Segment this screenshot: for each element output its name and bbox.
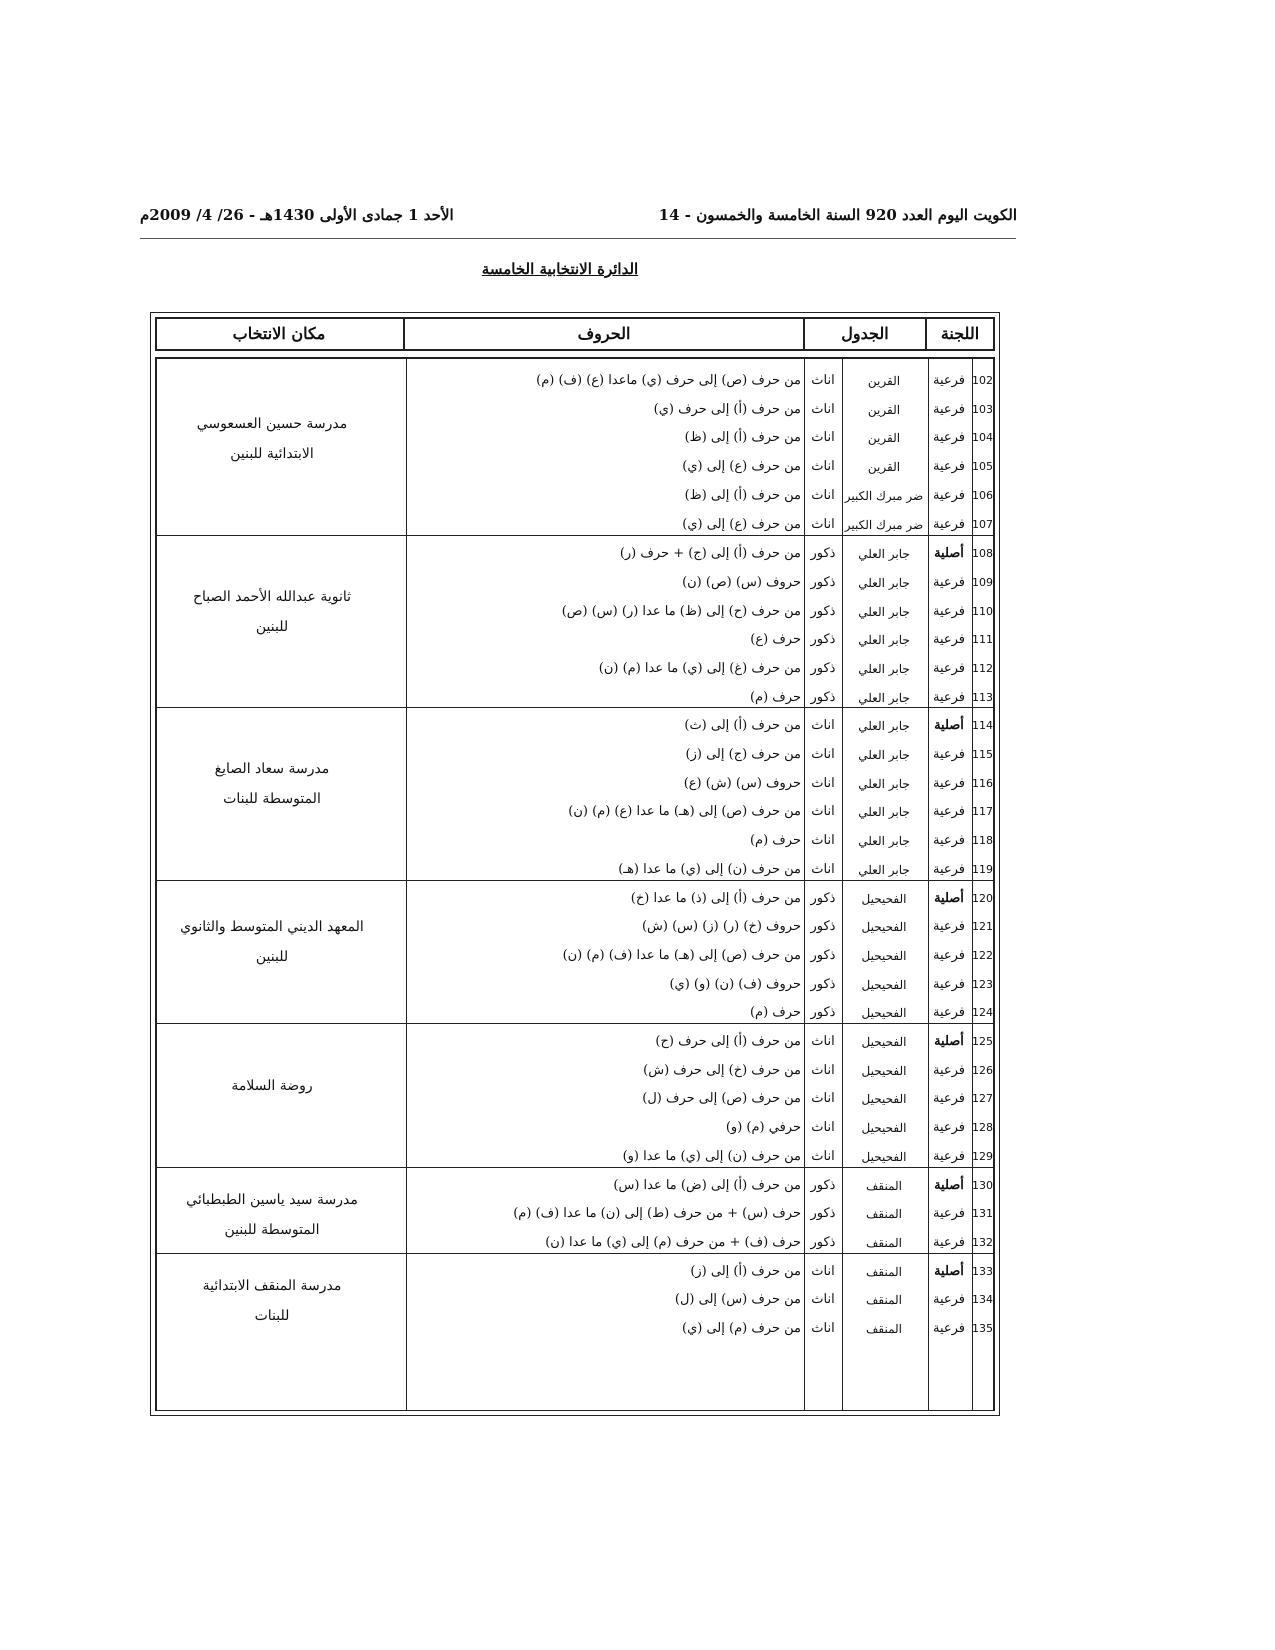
committee-number: 110 (972, 604, 993, 618)
polling-place-line: للبنين (255, 949, 289, 966)
polling-place-line: مدرسة سيد ياسين الطبطبائي (186, 1191, 358, 1208)
table-row (157, 827, 993, 855)
letters-range: من حرف (أ) إلى (ج) + حرف (ر) (619, 546, 801, 562)
list-gender: ذكور (810, 603, 836, 619)
committee-type: فرعية (932, 833, 966, 849)
table-row (157, 655, 993, 683)
table-row (157, 1258, 993, 1286)
list-gender: ذكور (810, 632, 836, 648)
list-gender: اناث (811, 775, 835, 791)
list-area: الفحيحيل (861, 977, 907, 992)
list-area: جابر العلي (858, 690, 910, 705)
table-row (157, 885, 993, 913)
letters-range: حرف (م) (749, 1005, 801, 1021)
committee-type: فرعية (932, 1148, 966, 1164)
committee-number: 124 (972, 1006, 993, 1020)
letters-range: حروف (س) (ص) (ن) (682, 574, 801, 590)
table-row (157, 770, 993, 798)
list-gender: ذكور (810, 1177, 836, 1193)
committee-type: فرعية (932, 574, 966, 590)
place-group (157, 1253, 993, 1343)
list-area: الفحيحيل (861, 1006, 907, 1021)
committee-number: 116 (972, 776, 993, 790)
list-gender: اناث (811, 747, 835, 763)
list-area: القرين (867, 431, 901, 446)
letters-range: من حرف (أ) إلى (ظ) (684, 487, 801, 503)
list-area: ضر مبرك الكبير (844, 517, 924, 532)
list-area: المنقف (865, 1264, 903, 1279)
committee-type: أصلية (934, 1034, 964, 1050)
letters-range: حروف (خ) (ر) (ز) (س) (ش) (641, 919, 801, 935)
polling-place-line: للبنات (254, 1307, 290, 1324)
letters-range: حرف (م) (749, 689, 801, 705)
committee-type: فرعية (932, 1234, 966, 1250)
letters-range: حرف (م) (749, 833, 801, 849)
list-area: القرين (867, 460, 901, 475)
letters-range: من حرف (أ) إلى (ز) (690, 1263, 801, 1279)
committee-number: 117 (972, 805, 993, 819)
letters-range: من حرف (ع) إلى (ي) (682, 516, 801, 532)
letters-range: من حرف (ن) إلى (ي) ما عدا (هـ) (618, 861, 801, 877)
letters-range: من حرف (أ) إلى حرف (ي) (653, 401, 801, 417)
table-row (157, 482, 993, 510)
letters-range: حروف (س) (ش) (ع) (683, 775, 801, 791)
table-row (157, 712, 993, 740)
list-area: المنقف (865, 1235, 903, 1250)
polling-place-line: مدرسة المنقف الابتدائية (202, 1277, 342, 1294)
committee-type: فرعية (932, 1292, 966, 1308)
committee-number: 134 (972, 1293, 993, 1307)
table-row (157, 1114, 993, 1142)
polling-place-line: ثانوية عبدالله الأحمد الصباح (192, 589, 352, 606)
column-header-place: مكان الانتخاب (232, 324, 326, 343)
committee-number: 103 (972, 402, 993, 416)
committee-type: فرعية (932, 1005, 966, 1021)
list-area: جابر العلي (858, 661, 910, 676)
list-area: الفحيحيل (861, 1092, 907, 1107)
list-area: جابر العلي (858, 633, 910, 648)
list-gender: اناث (811, 373, 835, 388)
table-row (157, 424, 993, 452)
committee-type: فرعية (932, 430, 966, 446)
letters-range: من حرف (أ) إلى (ث) (684, 718, 801, 734)
list-area: الفحيحيل (861, 1063, 907, 1078)
list-area: الفحيحيل (861, 1149, 907, 1164)
committee-type: فرعية (932, 459, 966, 475)
table-row (157, 569, 993, 597)
list-gender: ذكور (810, 574, 836, 590)
committee-type: فرعية (932, 1091, 966, 1107)
letters-range: من حرف (ح) إلى (ظ) ما عدا (ر) (س) (ص) (561, 603, 801, 619)
polling-place-line: المعهد الديني المتوسط والثانوي (180, 919, 364, 936)
committee-type: فرعية (932, 632, 966, 648)
committee-type: أصلية (934, 718, 964, 734)
list-area: الفحيحيل (861, 1035, 907, 1050)
list-gender: اناث (811, 1034, 835, 1050)
committee-number: 133 (972, 1264, 993, 1278)
list-area: جابر العلي (858, 862, 910, 877)
place-group (157, 1167, 993, 1257)
committee-type: فرعية (932, 487, 966, 503)
committee-number: 118 (972, 834, 993, 848)
table-row (157, 396, 993, 424)
list-gender: اناث (811, 1263, 835, 1279)
list-gender: ذكور (810, 976, 836, 992)
letters-range: من حرف (ص) إلى حرف (ل) (642, 1091, 801, 1107)
list-gender: ذكور (810, 1234, 836, 1250)
list-area: القرين (867, 402, 901, 417)
committee-number: 122 (972, 948, 993, 962)
place-group (157, 707, 993, 883)
committee-number: 113 (972, 690, 993, 704)
list-area: المنقف (865, 1178, 903, 1193)
table-header (155, 317, 995, 351)
letters-range: حروف (ف) (ن) (و) (ي) (669, 976, 801, 992)
list-area: المنقف (865, 1293, 903, 1308)
committee-type: فرعية (932, 1062, 966, 1078)
table-body (155, 357, 995, 1411)
polling-place-line: الابتدائية للبنين (230, 446, 314, 463)
table-row (157, 367, 993, 395)
list-area: جابر العلي (858, 834, 910, 849)
committee-type: فرعية (932, 1206, 966, 1222)
committee-type: فرعية (932, 804, 966, 820)
table-row (157, 942, 993, 970)
place-group (157, 367, 993, 539)
committee-number: 127 (972, 1092, 993, 1106)
polling-place-line: مدرسة حسين العسعوسي (196, 416, 348, 433)
letters-range: من حرف (خ) إلى حرف (ش) (643, 1062, 801, 1078)
list-gender: اناث (811, 430, 835, 446)
committee-number: 102 (972, 374, 993, 387)
committee-type: أصلية (934, 546, 964, 562)
list-gender: ذكور (810, 947, 836, 963)
table-row (157, 971, 993, 999)
letters-range: حرف (ع) (750, 632, 801, 648)
list-gender: اناث (811, 804, 835, 820)
list-gender: اناث (811, 459, 835, 475)
committee-number: 121 (972, 920, 993, 934)
list-area: الفحيحيل (861, 948, 907, 963)
list-gender: ذكور (810, 1005, 836, 1021)
committee-number: 105 (972, 460, 993, 474)
committee-number: 132 (972, 1235, 993, 1249)
letters-range: من حرف (ص) إلى حرف (ي) ماعدا (ع) (ف) (م) (536, 373, 801, 388)
table-row (157, 798, 993, 826)
committee-type: أصلية (934, 890, 964, 906)
table-row (157, 741, 993, 769)
letters-range: من حرف (غ) إلى (ي) ما عدا (م) (ن) (598, 660, 801, 676)
letters-range: من حرف (ص) إلى (هـ) ما عدا (ع) (م) (ن) (568, 804, 801, 820)
list-area: المنقف (865, 1322, 903, 1337)
list-gender: ذكور (810, 660, 836, 676)
header-divider (140, 238, 1016, 239)
committee-number: 104 (972, 431, 993, 445)
list-area: جابر العلي (858, 719, 910, 734)
column-header-list: الجدول (803, 319, 925, 349)
table-row (157, 626, 993, 654)
place-group (157, 880, 993, 1028)
list-area: جابر العلي (858, 575, 910, 590)
page-title: الدائرة الانتخابية الخامسة (481, 260, 639, 278)
letters-range: من حرف (م) إلى (ي) (682, 1321, 801, 1337)
committee-type: فرعية (932, 861, 966, 877)
election-table (150, 312, 1000, 1416)
letters-range: من حرف (أ) إلى حرف (ح) (655, 1034, 801, 1050)
list-area: جابر العلي (858, 604, 910, 619)
committee-number: 126 (972, 1063, 993, 1077)
list-area: جابر العلي (858, 748, 910, 763)
list-area: جابر العلي (858, 776, 910, 791)
list-area: ضر مبرك الكبير (844, 488, 924, 503)
committee-number: 108 (972, 547, 993, 561)
list-gender: اناث (811, 861, 835, 877)
table-row (157, 1172, 993, 1200)
polling-place-line: المتوسطة للبنات (223, 791, 321, 808)
list-gender: اناث (811, 1120, 835, 1136)
table-row (157, 453, 993, 481)
committee-number: 114 (972, 719, 993, 733)
committee-type: فرعية (932, 1321, 966, 1337)
list-gender: ذكور (810, 890, 836, 906)
committee-type: فرعية (932, 689, 966, 705)
list-gender: اناث (811, 1321, 835, 1337)
gazette-header-right: الكويت اليوم العدد 920 السنة الخامسة والخمسون - 14 (658, 206, 1017, 224)
place-group (157, 535, 993, 711)
letters-range: من حرف (س) إلى (ل) (674, 1292, 801, 1308)
list-gender: ذكور (810, 689, 836, 705)
letters-range: حرفي (م) (و) (725, 1120, 801, 1136)
committee-number: 130 (972, 1178, 993, 1192)
committee-number: 125 (972, 1035, 993, 1049)
letters-range: من حرف (أ) إلى (ض) ما عدا (س) (613, 1177, 801, 1193)
list-gender: اناث (811, 718, 835, 734)
polling-place-line: المتوسطة للبنين (224, 1221, 320, 1238)
list-area: الفحيحيل (861, 1121, 907, 1136)
column-header-committee: اللجنة (925, 319, 993, 349)
letters-range: من حرف (ع) إلى (ي) (682, 459, 801, 475)
polling-place-line: للبنين (255, 619, 289, 636)
table-row (157, 913, 993, 941)
letters-range: من حرف (أ) إلى (ظ) (684, 430, 801, 446)
gazette-header-date: الأحد 1 جمادى الأولى 1430هـ - 26/ 4/ 2009م (140, 206, 454, 224)
list-area: جابر العلي (858, 547, 910, 562)
list-area: المنقف (865, 1207, 903, 1222)
table-row (157, 598, 993, 626)
committee-type: أصلية (934, 1177, 964, 1193)
committee-type: فرعية (932, 976, 966, 992)
polling-place-line: مدرسة سعاد الصايغ (214, 761, 330, 778)
committee-number: 119 (972, 862, 993, 876)
letters-range: من حرف (أ) إلى (ذ) ما عدا (خ) (630, 890, 801, 906)
list-gender: اناث (811, 1091, 835, 1107)
list-area: الفحيحيل (861, 891, 907, 906)
committee-type: فرعية (932, 516, 966, 532)
committee-number: 128 (972, 1121, 993, 1135)
committee-type: فرعية (932, 947, 966, 963)
committee-type: فرعية (932, 603, 966, 619)
committee-type: فرعية (932, 747, 966, 763)
committee-type: فرعية (932, 775, 966, 791)
committee-type: فرعية (932, 373, 966, 388)
letters-range: من حرف (ج) إلى (ز) (685, 747, 801, 763)
committee-type: فرعية (932, 1120, 966, 1136)
committee-number: 109 (972, 575, 993, 589)
committee-type: فرعية (932, 401, 966, 417)
list-gender: اناث (811, 1292, 835, 1308)
table-row (157, 540, 993, 568)
list-gender: اناث (811, 1148, 835, 1164)
committee-number: 131 (972, 1207, 993, 1221)
committee-type: فرعية (932, 660, 966, 676)
committee-number: 115 (972, 748, 993, 762)
list-gender: اناث (811, 833, 835, 849)
column-header-letters: الحروف (403, 319, 803, 349)
table-row (157, 1315, 993, 1343)
list-gender: اناث (811, 487, 835, 503)
list-gender: اناث (811, 516, 835, 532)
letters-range: من حرف (ص) إلى (هـ) ما عدا (ف) (م) (ن) (562, 947, 801, 963)
committee-number: 111 (972, 633, 993, 647)
table-row (157, 1085, 993, 1113)
letters-range: حرف (ف) + من حرف (م) إلى (ي) ما عدا (ن) (545, 1234, 801, 1250)
committee-number: 120 (972, 891, 993, 905)
list-area: الفحيحيل (861, 920, 907, 935)
table-row (157, 1028, 993, 1056)
letters-range: حرف (س) + من حرف (ط) إلى (ن) ما عدا (ف) (م) (513, 1206, 801, 1222)
list-gender: اناث (811, 401, 835, 417)
polling-place-line: روضة السلامة (231, 1077, 313, 1094)
list-gender: ذكور (810, 919, 836, 935)
committee-number: 129 (972, 1149, 993, 1163)
committee-type: فرعية (932, 919, 966, 935)
list-area: القرين (867, 374, 901, 388)
list-gender: ذكور (810, 1206, 836, 1222)
letters-range: من حرف (ن) إلى (ي) ما عدا (و) (622, 1148, 801, 1164)
committee-number: 123 (972, 977, 993, 991)
list-area: جابر العلي (858, 805, 910, 820)
committee-number: 112 (972, 661, 993, 675)
table-row (157, 1200, 993, 1228)
committee-number: 107 (972, 517, 993, 531)
table-row (157, 1286, 993, 1314)
table-row (157, 1057, 993, 1085)
list-gender: ذكور (810, 546, 836, 562)
place-group (157, 1023, 993, 1171)
committee-number: 135 (972, 1322, 993, 1336)
committee-type: أصلية (934, 1263, 964, 1279)
list-gender: اناث (811, 1062, 835, 1078)
committee-number: 106 (972, 488, 993, 502)
